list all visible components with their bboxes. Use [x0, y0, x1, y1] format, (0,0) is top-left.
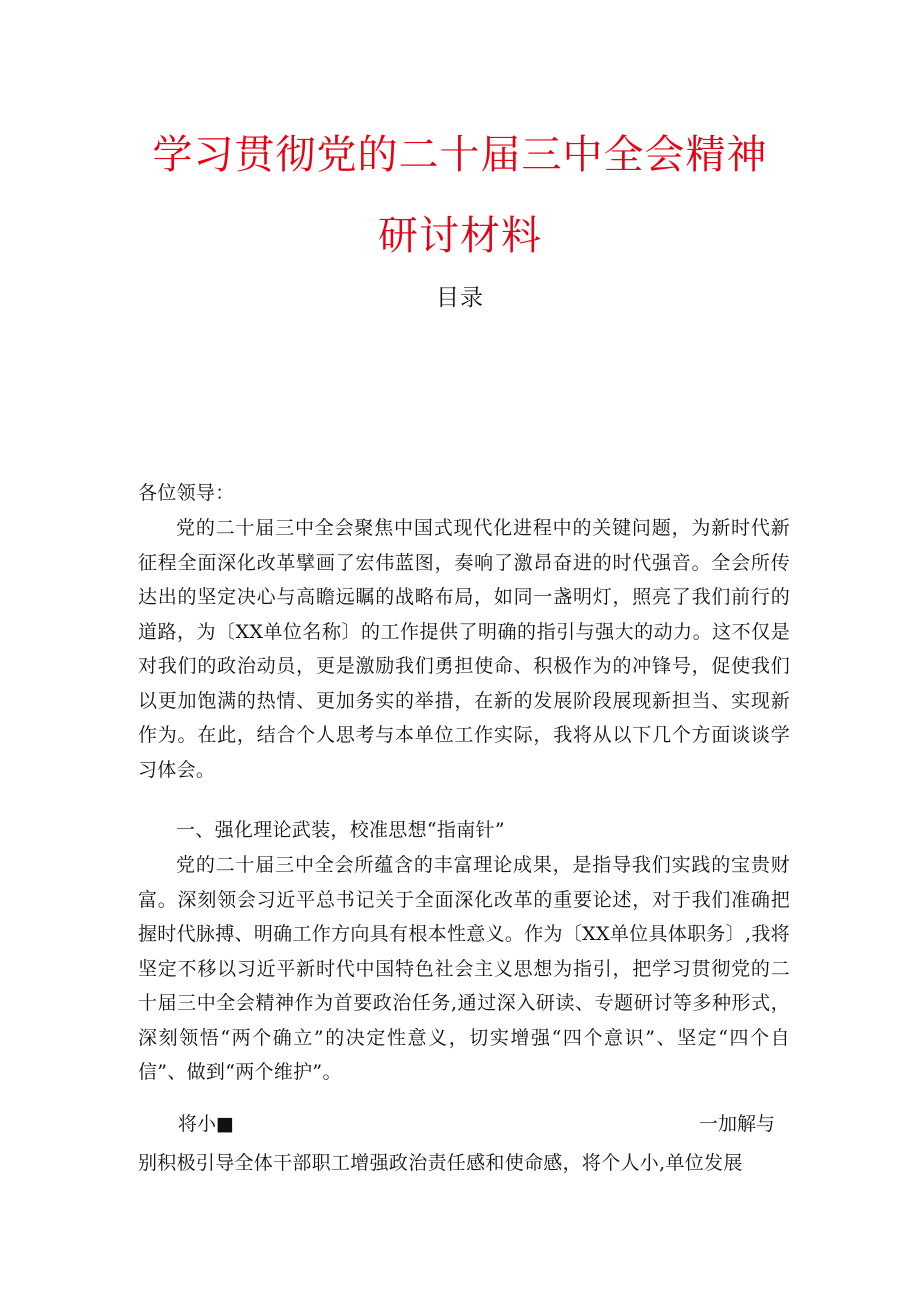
- document-title-line-2: 研讨材料: [378, 213, 542, 259]
- table-of-contents-label: 目录: [436, 285, 484, 311]
- partial-line-last: 别积极引导全体干部职工增强政治责任感和使命感，将个人小,单位发展: [138, 1152, 743, 1174]
- paragraph-section-1: 党的二十届三中全会所蕴含的丰富理论成果，是指导我们实践的宝贵财富。深刻领会习近平总书记关于全面深化改革的重要论述，对于我们准确把握时代脉搏、明确工作方向具有根本性意义。作为〔XX单位具体职务〕,我将坚定不移以习近平新时代中国特色社会主义思想为指引，把学习贯彻党的二十届三中全会精神作为首要政治任务,通过深入研读、专题研讨等多种形式，深刻领悟“两个确立”的决定性意义，切实增强“四个意识”、坚定“四个自信”、做到“两个维护”。: [138, 854, 790, 1083]
- partial-line-left: 将小■: [178, 1113, 234, 1135]
- paragraph-intro: 党的二十届三中全会聚焦中国式现代化进程中的关键问题，为新时代新征程全面深化改革擘画了宏伟蓝图，奏响了激昂奋进的时代强音。全会所传达出的坚定决心与高瞻远瞩的战略布局，如同一盏明灯，照亮了我们前行的道路，为〔XX单位名称〕的工作提供了明确的指引与强大的动力。这不仅是对我们的政治动员，更是激励我们勇担使命、积极作为的冲锋号，促使我们以更加饱满的热情、更加务实的举措，在新的发展阶段展现新担当、实现新作为。在此，结合个人思考与本单位工作实际，我将从以下几个方面谈谈学习体会。: [138, 517, 790, 781]
- section-heading-1: 一、强化理论武装，校准思想“指南针”: [176, 819, 505, 841]
- greeting: 各位领导：: [138, 482, 235, 504]
- partial-line-right: 一加解与: [698, 1113, 775, 1135]
- document-title-line-1: 学习贯彻党的二十届三中全会精神: [152, 132, 768, 178]
